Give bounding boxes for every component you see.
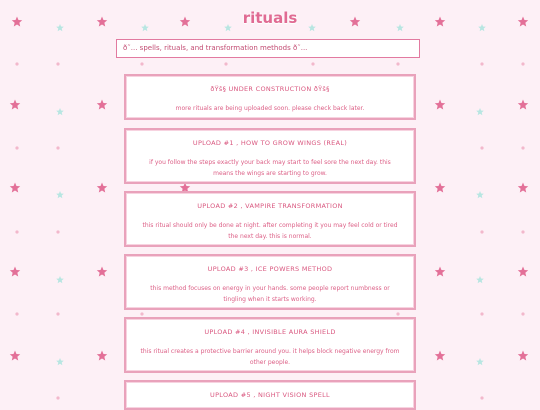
card-title: ðŸš§ UNDER CONSTRUCTION ðŸš§ xyxy=(210,85,330,93)
card-body: this ritual should only be done at night. after completing it you may feel cold or tired the next day. this is normal. xyxy=(142,222,398,240)
card-upload-5[interactable] xyxy=(124,380,416,410)
card-upload-1[interactable] xyxy=(124,128,416,184)
card-title: UPLOAD #5 , NIGHT VISION SPELL xyxy=(210,391,330,399)
card-upload-3[interactable] xyxy=(124,254,416,310)
card-title: UPLOAD #4 , INVISIBLE AURA SHIELD xyxy=(204,328,336,336)
card-body: more rituals are being uploaded soon. please check back later. xyxy=(175,105,365,112)
card-body: this method focuses on energy in your hands. some people report numbness or tingling when it starts working. xyxy=(150,285,390,303)
card-title: UPLOAD #2 , VAMPIRE TRANSFORMATION xyxy=(197,202,343,210)
card-title: UPLOAD #3 , ICE POWERS METHOD xyxy=(207,265,333,273)
card-title: UPLOAD #1 , HOW TO GROW WINGS (REAL) xyxy=(192,139,348,147)
page-title: rituals xyxy=(242,9,298,27)
card-under-construction xyxy=(124,74,416,120)
search-bar[interactable]: ð˜... spells, rituals, and transformation methods ð˜... xyxy=(116,39,420,58)
card-body: if you follow the steps exactly your back may start to feel sore the next day. this means the wings are starting to grow. xyxy=(149,159,391,177)
card-upload-4[interactable] xyxy=(124,317,416,373)
card-body: this ritual creates a protective barrier around you. it helps block negative energy from other people. xyxy=(140,348,400,366)
card-upload-2[interactable] xyxy=(124,191,416,247)
